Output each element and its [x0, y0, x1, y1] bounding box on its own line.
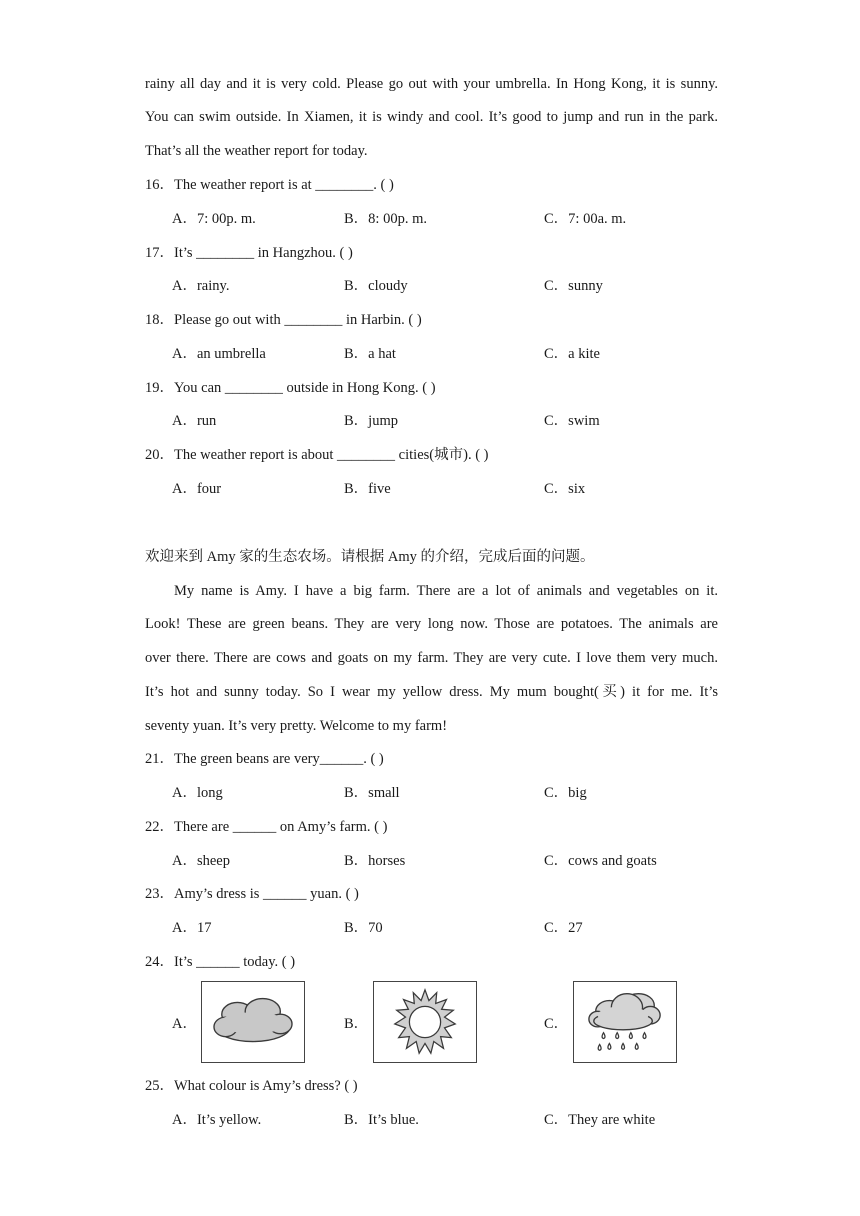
passage1-line: That’s all the weather report for today.	[145, 143, 368, 159]
passage2-line: over there. There are cows and goats on my farm. They are very cute. I love them very much.	[145, 650, 718, 666]
passage2-intro: 欢迎来到 Amy 家的生态农场。请根据 Amy 的介绍，完成后面的问题。	[145, 549, 595, 565]
option-a[interactable]: A．rainy.	[172, 278, 230, 294]
passage2-line: seventy yuan. It’s very pretty. Welcome to my farm!	[145, 718, 448, 734]
option-b[interactable]: B．jump	[344, 413, 398, 429]
sun-icon	[374, 982, 476, 1062]
question-stem: 25．What colour is Amy’s dress? ( )	[145, 1078, 358, 1094]
option-a[interactable]: A．7: 00p. m.	[172, 211, 256, 227]
question-stem: 23．Amy’s dress is ______ yuan. ( )	[145, 886, 359, 902]
option-b[interactable]: B．small	[344, 785, 400, 801]
question-stem: 19．You can ________ outside in Hong Kong. ( )	[145, 380, 436, 396]
option-a[interactable]: A．It’s yellow.	[172, 1112, 262, 1128]
option-a[interactable]: A．17	[172, 920, 212, 936]
option-c[interactable]: C．swim	[544, 413, 600, 429]
option-c[interactable]: C．27	[544, 920, 583, 936]
question-stem: 24．It’s ______ today. ( )	[145, 954, 296, 970]
question-stem: 22．There are ______ on Amy’s farm. ( )	[145, 819, 388, 835]
option-b[interactable]: B．five	[344, 481, 391, 497]
question-stem: 21．The green beans are very______. ( )	[145, 751, 384, 767]
option-b[interactable]: B．70	[344, 920, 383, 936]
option-a[interactable]: A．four	[172, 481, 222, 497]
option-b[interactable]: B．It’s blue.	[344, 1112, 419, 1128]
option-b[interactable]: B．a hat	[344, 346, 396, 362]
option-c[interactable]: C．	[544, 1016, 569, 1032]
passage1-line: You can swim outside. In Xiamen, it is windy and cool. It’s good to jump and run in the park.	[145, 109, 718, 125]
passage2-line: My name is Amy. I have a big farm. There are a lot of animals and vegetables on it.	[174, 583, 718, 599]
cloud-picture[interactable]	[201, 981, 305, 1063]
rain-cloud-icon	[574, 982, 676, 1062]
question-stem: 16．The weather report is at ________. ( )	[145, 177, 394, 193]
question-stem: 20．The weather report is about ________ cities(城市). ( )	[145, 447, 489, 463]
option-c[interactable]: C．six	[544, 481, 586, 497]
passage1-line: rainy all day and it is very cold. Please go out with your umbrella. In Hong Kong, it is sunny.	[145, 76, 718, 92]
question-stem: 18．Please go out with ________ in Harbin. ( )	[145, 312, 422, 328]
option-a[interactable]: A．	[172, 1016, 197, 1032]
passage2-line: Look! These are green beans. They are very long now. Those are potatoes. The animals are	[145, 616, 718, 632]
question-stem: 17．It’s ________ in Hangzhou. ( )	[145, 245, 353, 261]
option-a[interactable]: A．run	[172, 413, 217, 429]
option-b[interactable]: B．	[344, 1016, 369, 1032]
sun-picture[interactable]	[373, 981, 477, 1063]
option-b[interactable]: B．8: 00p. m.	[344, 211, 427, 227]
rain-picture[interactable]	[573, 981, 677, 1063]
option-c[interactable]: C．a kite	[544, 346, 600, 362]
option-c[interactable]: C．cows and goats	[544, 853, 657, 869]
option-a[interactable]: A．long	[172, 785, 223, 801]
option-c[interactable]: C．They are white	[544, 1112, 656, 1128]
option-a[interactable]: A．sheep	[172, 853, 230, 869]
option-a[interactable]: A．an umbrella	[172, 346, 266, 362]
option-c[interactable]: C．big	[544, 785, 587, 801]
option-b[interactable]: B．cloudy	[344, 278, 408, 294]
cloud-icon	[202, 982, 304, 1062]
passage2-line: It’s hot and sunny today. So I wear my yellow dress. My mum bought(买) it for me. It’s	[145, 684, 718, 700]
option-b[interactable]: B．horses	[344, 853, 406, 869]
option-c[interactable]: C．sunny	[544, 278, 603, 294]
option-c[interactable]: C．7: 00a. m.	[544, 211, 627, 227]
